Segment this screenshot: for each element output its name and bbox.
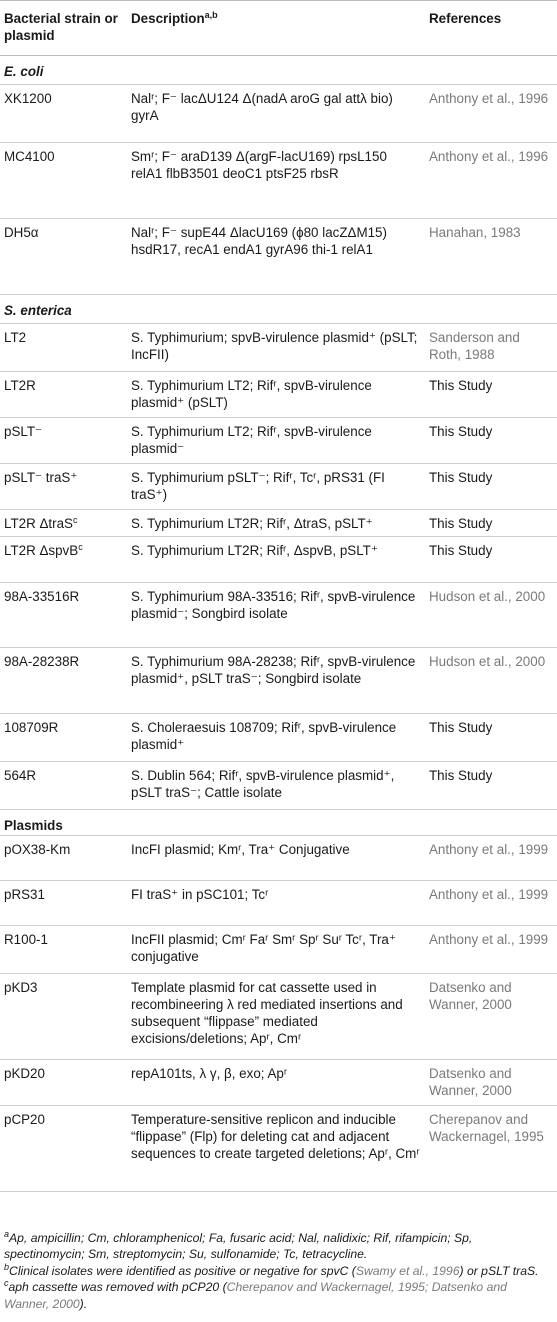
section-row — [0, 56, 557, 85]
strain-reference: This Study — [425, 714, 557, 762]
table-row — [0, 372, 557, 418]
plasmid-description: Template plasmid for cat cassette used in recombineering λ red mediated insertions and subsequent “flippase” mediated excisions/deletions; Apʳ, Cmʳ — [127, 974, 425, 1060]
header-strain: Bacterial strain or plasmid — [0, 1, 127, 56]
table-row — [0, 762, 557, 810]
strain-name: pSLT⁻ traS⁺ — [0, 464, 127, 510]
strain-name: 108709R — [0, 714, 127, 762]
plasmid-name: pOX38-Km — [0, 836, 127, 881]
header-description-sup: a,b — [204, 10, 218, 20]
strain-name: LT2R — [0, 372, 127, 418]
strain-description: S. Typhimurium LT2; Rifʳ, spvB-virulence plasmid⁺ (pSLT) — [127, 372, 425, 418]
strain-description: S. Typhimurium; spvB-virulence plasmid⁺ (pSLT; IncFII) — [127, 324, 425, 372]
strain-reference: This Study — [425, 537, 557, 583]
table-row — [0, 143, 557, 219]
plasmid-name: pRS31 — [0, 881, 127, 926]
footnote-c-text: aph cassette was removed with pCP20 ( — [8, 1280, 227, 1295]
strain-description: Smʳ; F⁻ araD139 Δ(argF-lacU169) rpsL150 relA1 flbB3501 deoC1 ptsF25 rbsR — [127, 143, 425, 219]
plasmid-reference: Datsenko and Wanner, 2000 — [425, 974, 557, 1060]
plasmid-description: Temperature-sensitive replicon and inducible “flippase” (Flp) for deleting cat and adjacent sequences to create targeted deletions; Apʳ, Cmʳ — [127, 1106, 425, 1192]
footnote-c-citation-link[interactable]: Cherepanov and Wackernagel, 1995; Datsenko and Wanner, 2000 — [4, 1280, 507, 1311]
strain-name: pSLT⁻ — [0, 418, 127, 464]
strain-description: S. Typhimurium LT2R; Rifʳ, ΔspvB, pSLT⁺ — [127, 537, 425, 583]
table-row — [0, 926, 557, 974]
footnote-a-text: Ap, ampicillin; Cm, chloramphenicol; Fa, fusaric acid; Nal, nalidixic; Rif, rifampicin; Sp, spectinomycin; Sm, streptomycin; Su, sulfonamide; Tc, tetracycline. — [4, 1231, 473, 1262]
strain-name-text: LT2R ΔspvB — [4, 543, 79, 558]
table-row — [0, 648, 557, 714]
plasmid-description: repA101ts, λ γ, β, exo; Apʳ — [127, 1060, 425, 1106]
strain-name-text: LT2R ΔtraS — [4, 516, 73, 531]
table-row — [0, 836, 557, 881]
strain-reference: This Study — [425, 418, 557, 464]
strain-reference: Sanderson and Roth, 1988 — [425, 324, 557, 372]
table-row — [0, 324, 557, 372]
table-footnotes — [4, 1230, 551, 1312]
table-row — [0, 974, 557, 1060]
section-ecoli: E. coli — [0, 56, 557, 85]
footnote-c-tail: ). — [79, 1296, 88, 1311]
strain-description: S. Typhimurium 98A-33516; Rifʳ, spvB-virulence plasmid⁻; Songbird isolate — [127, 583, 425, 648]
strain-description: S. Typhimurium pSLT⁻; Rifʳ, Tcʳ, pRS31 (FI traS⁺) — [127, 464, 425, 510]
strain-description: Nalʳ; F⁻ supE44 ΔlacU169 (ϕ80 lacZΔM15) hsdR17, recA1 endA1 gyrA96 thi-1 relA1 — [127, 219, 425, 295]
strain-name: XK1200 — [0, 85, 127, 143]
strain-reference: This Study — [425, 464, 557, 510]
table-header-row — [0, 1, 557, 56]
strain-reference: This Study — [425, 372, 557, 418]
strain-reference: Anthony et al., 1996 — [425, 143, 557, 219]
footnote-a: $^a$Ap, ampicillin; Cm, chloramphenicol; Fa, fusaric acid; Nal, nalidixic; Rif, rifampicin; Sp, spectinomycin; Sm, streptomycin; Su, sulfonamide; Tc, tetracycline. — [4, 1229, 473, 1262]
strain-description: S. Typhimurium 98A-28238; Rifʳ, spvB-virulence plasmid⁺, pSLT traS⁻; Songbird isolate — [127, 648, 425, 714]
plasmid-description: IncFII plasmid; Cmʳ Faʳ Smʳ Spʳ Suʳ Tcʳ, Tra⁺ conjugative — [127, 926, 425, 974]
table-row — [0, 510, 557, 537]
plasmid-reference: Anthony et al., 1999 — [425, 836, 557, 881]
header-description-text: Description — [131, 11, 205, 26]
plasmid-description: IncFI plasmid; Kmʳ, Tra⁺ Conjugative — [127, 836, 425, 881]
table-row — [0, 85, 557, 143]
strain-name: MC4100 — [0, 143, 127, 219]
table-row — [0, 1060, 557, 1106]
strain-name: 98A-28238R — [0, 648, 127, 714]
strain-reference: Anthony et al., 1996 — [425, 85, 557, 143]
footnote-b-tail: ) or pSLT traS. — [459, 1263, 539, 1278]
table-row — [0, 583, 557, 648]
strain-reference: Hanahan, 1983 — [425, 219, 557, 295]
strain-reference: This Study — [425, 510, 557, 537]
strain-reference: This Study — [425, 762, 557, 810]
plasmid-name: pKD20 — [0, 1060, 127, 1106]
strain-name: 98A-33516R — [0, 583, 127, 648]
strain-name — [0, 510, 127, 537]
strain-description: S. Typhimurium LT2; Rifʳ, spvB-virulence plasmid⁻ — [127, 418, 425, 464]
table-row — [0, 537, 557, 583]
plasmid-reference: Anthony et al., 1999 — [425, 926, 557, 974]
table-row — [0, 464, 557, 510]
plasmid-name: R100-1 — [0, 926, 127, 974]
strain-name: 564R — [0, 762, 127, 810]
strain-name — [0, 537, 127, 583]
plasmid-reference: Cherepanov and Wackernagel, 1995 — [425, 1106, 557, 1192]
table-row — [0, 1106, 557, 1192]
strain-reference: Hudson et al., 2000 — [425, 583, 557, 648]
plasmid-reference: Anthony et al., 1999 — [425, 881, 557, 926]
header-references: References — [425, 1, 557, 56]
footnote-c: $^c$aph cassette was removed with pCP20 (Cherepanov and Wackernagel, 1995; Datsenko and Wanner, 2000). — [4, 1278, 507, 1311]
table-row — [0, 219, 557, 295]
plasmid-reference: Datsenko and Wanner, 2000 — [425, 1060, 557, 1106]
footnote-b-citation-link[interactable]: Swamy et al., 1996 — [355, 1263, 460, 1278]
strain-name-sup: c — [78, 542, 83, 552]
plasmid-description: FI traS⁺ in pSC101; Tcʳ — [127, 881, 425, 926]
table-row — [0, 714, 557, 762]
strain-description: S. Choleraesuis 108709; Rifʳ, spvB-virulence plasmid⁺ — [127, 714, 425, 762]
strain-name-sup: c — [72, 515, 78, 525]
plasmid-name: pCP20 — [0, 1106, 127, 1192]
strain-description: Nalʳ; F⁻ lacΔU124 Δ(nadA aroG gal attλ bio) gyrA — [127, 85, 425, 143]
strain-description: S. Typhimurium LT2R; Rifʳ, ΔtraS, pSLT⁺ — [127, 510, 425, 537]
strain-name: LT2 — [0, 324, 127, 372]
section-row — [0, 810, 557, 836]
strain-reference: Hudson et al., 2000 — [425, 648, 557, 714]
table-row — [0, 418, 557, 464]
header-description — [127, 1, 425, 56]
strain-name: DH5α — [0, 219, 127, 295]
section-plasmids: Plasmids — [0, 810, 557, 836]
table-row — [0, 881, 557, 926]
section-senterica: S. enterica — [0, 295, 557, 324]
strain-description: S. Dublin 564; Rifʳ, spvB-virulence plasmid⁺, pSLT traS⁻; Cattle isolate — [127, 762, 425, 810]
section-row — [0, 295, 557, 324]
footnote-b: $^b$Clinical isolates were identified as positive or negative for spvC (Swamy et al., 1996) or pSLT traS. — [4, 1261, 539, 1278]
plasmid-name: pKD3 — [0, 974, 127, 1060]
footnote-b-text: Clinical isolates were identified as positive or negative for spvC ( — [9, 1263, 356, 1278]
